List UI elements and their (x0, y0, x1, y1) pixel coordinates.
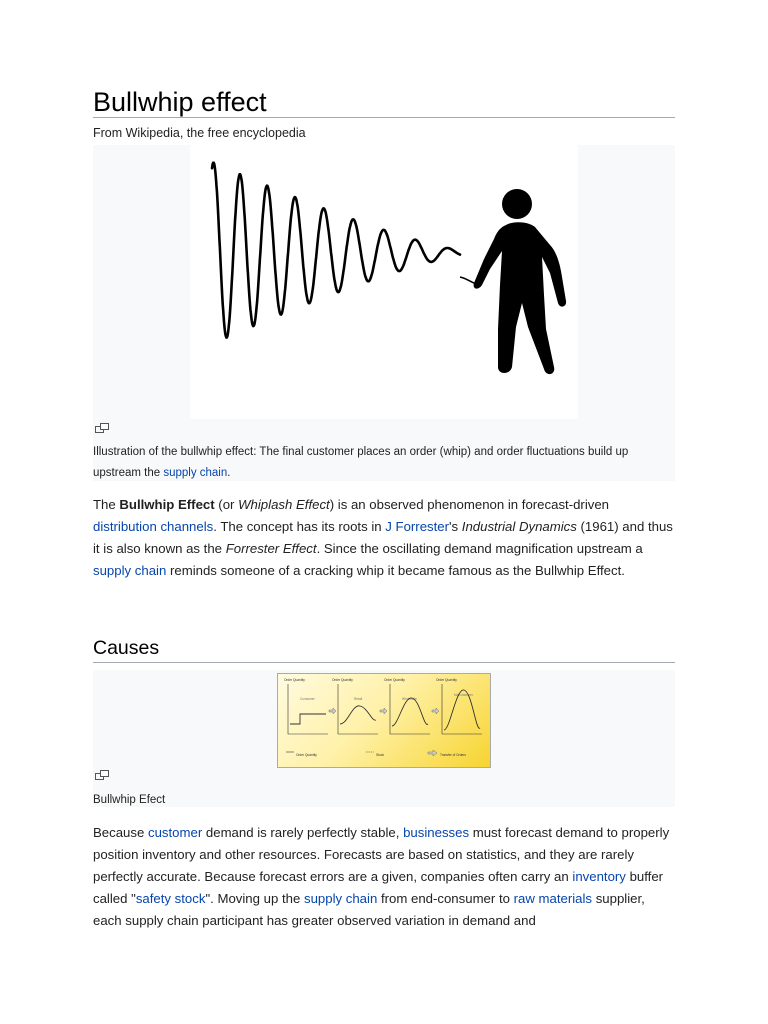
enlarge-icon[interactable] (95, 423, 109, 434)
figure-caption: Bullwhip Efect (93, 794, 166, 806)
axis (390, 684, 430, 734)
caption-text: Illustration of the bullwhip effect: The final customer places an order (whip) and order fluctuations build up upstream the (93, 446, 629, 479)
link-customer[interactable]: customer (148, 825, 203, 840)
text: (1961) and thus it is also known as the (93, 519, 673, 556)
text: reminds someone of a cracking whip it became famous as the Bullwhip Effect. (166, 563, 625, 578)
diagram-label: Consumer (300, 697, 315, 701)
diagram-label: Retail (354, 697, 363, 701)
caption-end: . (227, 467, 231, 479)
bold-term: Bullwhip Effect (119, 497, 215, 512)
link-raw-materials[interactable]: raw materials (513, 891, 593, 906)
bullwhip-diagram[interactable] (277, 673, 491, 768)
text: (or (214, 497, 239, 512)
person-silhouette (474, 189, 566, 374)
text: . Since the oscillating demand magnification upstream a (316, 541, 643, 556)
italic-term: Industrial Dynamics (461, 519, 577, 534)
link-supply-chain[interactable]: supply chain (93, 563, 167, 578)
figure-caption (93, 442, 653, 484)
diagram-label: Stock (376, 753, 384, 757)
axis (442, 684, 482, 734)
diagram-label: Transfer of Orders (440, 753, 466, 757)
section-heading-causes: Causes (93, 637, 160, 659)
title-divider (93, 117, 675, 118)
link-supply-chain[interactable]: supply chain (163, 467, 228, 479)
text: demand is rarely perfectly stable, (202, 825, 404, 840)
diagram-label: Order Quantity (296, 753, 317, 757)
transfer-arrow-icon (329, 708, 336, 714)
supply-chain-diagram (278, 674, 490, 767)
intro-paragraph (93, 494, 675, 582)
figure-bullwhip (93, 145, 675, 481)
wholesale-curve (392, 698, 428, 726)
link-inventory[interactable]: inventory (572, 869, 626, 884)
whip-and-person-image (190, 145, 578, 419)
text: buffer called " (93, 869, 664, 906)
causes-paragraph (93, 822, 675, 932)
transfer-arrow-icon (380, 708, 387, 714)
whip-wave (212, 163, 460, 338)
axis (338, 684, 378, 734)
italic-term: Whiplash Effect (238, 497, 330, 512)
section-divider (93, 662, 675, 663)
enlarge-icon[interactable] (95, 770, 109, 781)
text: supplier, each supply chain participant has greater observed variation in demand and (93, 891, 645, 928)
diagram-label: Order Quantity (284, 678, 305, 682)
link-safety-stock[interactable]: safety stock (135, 891, 206, 906)
diagram-label: Order Quantity (332, 678, 353, 682)
link-businesses[interactable]: businesses (403, 825, 470, 840)
link-supply-chain[interactable]: supply chain (303, 891, 378, 906)
text: 's (449, 519, 462, 534)
text: ". Moving up the (205, 891, 304, 906)
diagram-label: Wholesale (402, 697, 417, 701)
transfer-arrow-icon (432, 708, 439, 714)
link-distribution-channels[interactable]: distribution channels (93, 519, 214, 534)
text: ) is an observed phenomenon in forecast-driven (329, 497, 610, 512)
diagram-label: Manufacturer (454, 693, 473, 697)
text: The (93, 497, 120, 512)
text: from end-consumer to (377, 891, 514, 906)
diagram-label: Order Quantity (384, 678, 405, 682)
diagram-label: Order Quantity (436, 678, 457, 682)
figure-causes (93, 670, 675, 807)
text: must forecast demand to properly position inventory and other resources. Forecasts are based on statistics, and they are rarely perfectly accurate. Because forecast errors are a given, companies often carry an (93, 825, 670, 884)
site-subtitle: From Wikipedia, the free encyclopedia (93, 126, 306, 140)
page-title: Bullwhip effect (93, 87, 267, 117)
transfer-arrow-icon (428, 750, 437, 756)
italic-term: Forrester Effect (225, 541, 317, 556)
axis (288, 684, 328, 734)
text: . The concept has its roots in (213, 519, 386, 534)
link-j-forrester[interactable]: J Forrester (385, 519, 450, 534)
consumer-demand-line (290, 714, 326, 724)
text: Because (93, 825, 148, 840)
bullwhip-illustration[interactable] (190, 145, 578, 419)
retail-curve (340, 706, 376, 724)
